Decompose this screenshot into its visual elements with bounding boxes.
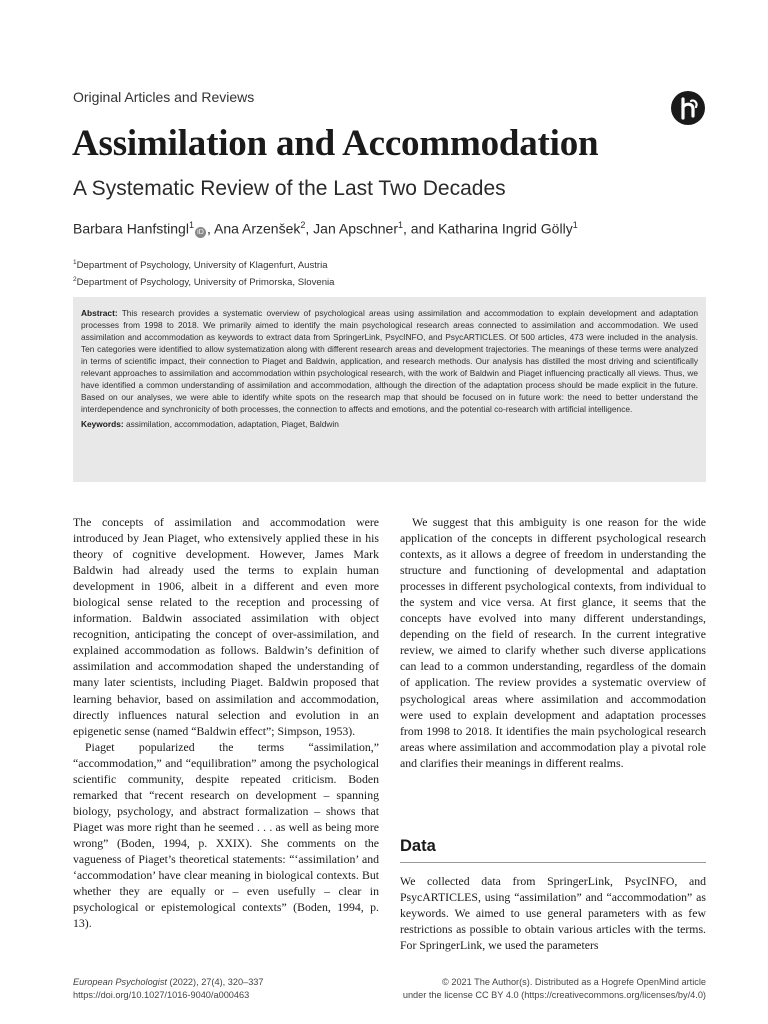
author-separator: , (206, 220, 214, 237)
license-line: © 2021 The Author(s). Distributed as a Hogrefe OpenMind article (442, 977, 706, 987)
author-separator: , and (403, 220, 439, 237)
body-paragraph: The concepts of assimilation and accommodation were introduced by Jean Piaget, who extensively applied these in his theory of cognitive development. However, James Mark Baldwin had already used the terms to explain human development in 1906, albeit in a different and even more biological sense related to the reception and processing of information. Baldwin associated assimilation with object recognition, anticipating the concept of over-assimilation, and explained accommodation as follows. Baldwin’s definition of assimilation and accommodation shaped the understanding of many later scientists, including Piaget. Baldwin proposed that learning behavior, based on assimilation and accommodation, directly influences natural selection and evolution in an epigenetic sense (named “Baldwin effect”; Simpson, 1953). (73, 515, 379, 738)
author-list (73, 220, 578, 238)
body-paragraph: Piaget popularized the terms “assimilation,” “accommodation,” and “equilibration” among the psychological scientific community, despite repeated criticism. Boden remarked that “recent research on development – spanning biology, psychology, and abstract formalization – shows that Piaget was more right than he seemed . . . as well as being more wrong” (Boden, 1994, p. XXIX). She comments on the vagueness of Piaget’s theoretical statements: “‘assimilation’ and ‘accommodation’ have clear meaning in biological contexts. But whether they are equally or – even usefully – clear in psychological or epistemological contexts” (Boden, 1994, p. 13). (73, 739, 379, 931)
author-affiliation-marker: 1 (188, 220, 194, 230)
author-name: Ana Arzenšek (213, 220, 301, 237)
abstract (81, 308, 698, 416)
license-link[interactable]: under the license CC BY 4.0 (https://creativecommons.org/licenses/by/4.0) (402, 990, 706, 1000)
abstract-box (73, 297, 706, 482)
footer-license (403, 976, 706, 1002)
keywords (81, 419, 698, 431)
body-column-right (400, 514, 706, 771)
section-heading-data: Data (400, 837, 436, 855)
author-name: Katharina Ingrid Gölly (438, 220, 573, 237)
body-paragraph: We suggest that this ambiguity is one reason for the wide application of the concepts in different psychological research contexts, as it allows a degree of freedom in understanding the structure and functioning of developmental and adaptation processes in different psychological contexts, from individual to the system and vice versa. At first glance, it seems that the concepts have evolved into many different understandings, depending on the field of research. In the current integrative review, we aimed to clarify whether such diverse applications can lead to a common understanding, regardless of the domain of application. The review provides a systematic overview of psychological areas where assimilation and accommodation were used to explain development and adaptation processes from 1998 to 2018. It identifies the main psychological research areas where assimilation and accommodation play a pivotal role and clarifies their meanings in different realms. (400, 515, 706, 770)
footer-citation (73, 976, 264, 1002)
article-subtitle: A Systematic Review of the Last Two Decades (73, 177, 506, 200)
section-label: Original Articles and Reviews (73, 89, 255, 105)
orcid-icon[interactable]: iD (195, 227, 206, 238)
body-column-left (73, 514, 379, 931)
affiliation-text: Department of Psychology, University of Klagenfurt, Austria (76, 260, 328, 272)
section-divider (400, 862, 706, 863)
author-affiliation-marker: 1 (572, 220, 578, 230)
journal-name: European Psychologist (73, 977, 167, 987)
keywords-text: assimilation, accommodation, adaptation, Piaget, Baldwin (125, 418, 339, 429)
data-section-text (400, 873, 706, 953)
affiliation-marker: 1 (73, 259, 77, 266)
author-affiliation-marker: 1 (398, 220, 404, 230)
author-affiliation-marker: 2 (300, 220, 306, 230)
author-name: Jan Apschner (313, 220, 399, 237)
abstract-label: Abstract: (81, 308, 118, 318)
affiliation (73, 259, 328, 271)
hogrefe-logo-icon (671, 91, 705, 125)
affiliation (73, 276, 335, 288)
journal-citation: (2022), 27(4), 320–337 (166, 977, 264, 987)
affiliation-text: Department of Psychology, University of Primorska, Slovenia (76, 277, 335, 289)
abstract-text: This research provides a systematic overview of psychological areas using assimilation and accommodation to explain development and adaptation processes from 1998 to 2018. We primarily aimed to identify the main psychological research areas connected to assimilation and accommodation. We used assimilation and accommodation as keywords to extract data from SpringerLink, PsycINFO, and PsycARTICLES. Of 500 articles, 473 were included in the analysis. Ten categories were identified to allow systematization along with different research areas and development trajectories. The meanings of these terms were analyzed in terms of scientific impact, their connection to Piaget and Baldwin, application, and research methods. Our analysis has distilled the most driving and scientifically relevant approaches to assimilation and accommodation within psychological research, with the work of Baldwin and Piaget influencing practically all views. Thus, we have identified a common understanding of assimilation and accommodation, although the direction of the adaptation process should be made explicit in the future. Based on our analyses, we were able to identify white spots on the research map that should be focused on in future work: the need to better understand the interdependence and synchronicity of both processes, the connection to affects and emotions, and the potential co-research with artificial intelligence. (81, 308, 698, 414)
affiliation-marker: 2 (73, 276, 77, 283)
article-title: Assimilation and Accommodation (72, 123, 599, 164)
body-paragraph: We collected data from SpringerLink, PsycINFO, and PsycARTICLES, using “assimilation” and “accommodation” as keywords. We aimed to use general parameters with as few restrictions as possible to obtain various articles with the terms. For SpringerLink, we used the parameters (400, 874, 706, 953)
keywords-label: Keywords: (81, 418, 124, 429)
doi-link[interactable]: https://doi.org/10.1027/1016-9040/a000463 (73, 990, 250, 1000)
author-name: Barbara Hanfstingl (73, 220, 189, 237)
author-separator: , (305, 220, 314, 237)
